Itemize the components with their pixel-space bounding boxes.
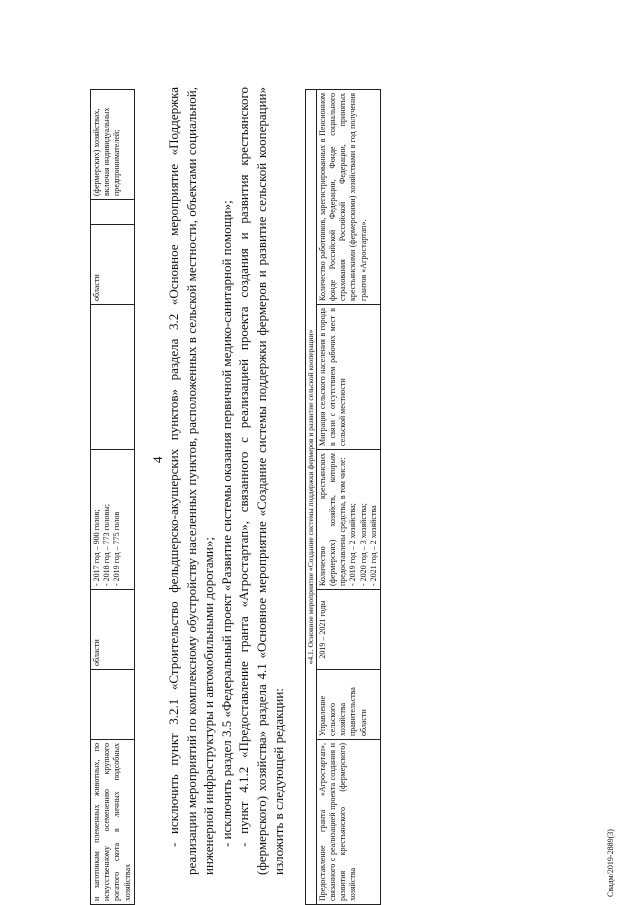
continued-measures-table [90,89,135,905]
period-cell: 2019 – 2021 годы [316,590,380,670]
measure-name-cell: Предоставление гранта «Агростартап», связанного с реализацией проекта создания и развития крестьянского (фермерского) хозяйства [316,740,380,905]
paragraph: - исключить пункт 3.2.1 «Строительство фельдшерско-акушерских пунктов» раздела 3.2 «Основное мероприятие «Поддержка реализации мероприятий по комплексному обустройству населенных пунктов, расположенных в сельской местности, объектами социальной, инженерной инфраструктуры и автомобильными дорогами»; [166,87,216,875]
document-code: Свадм/2019-2889(3) [606,829,615,897]
indicator-line: - 2019 год – 2 хозяйства; [348,503,358,586]
indicator-line: - 2021 год – 2 хозяйства [368,505,378,586]
new-edition-table [305,89,381,905]
page-number: 4 [150,456,165,463]
result-cell: (фермерских) хозяйствах, включая индивидуальных предпринимателей; [91,90,135,200]
indicator-line: - 2018 год – 773 головы; [102,504,112,586]
table-row [316,89,380,904]
indicator-line: - 2019 год – 775 голов [112,511,122,586]
indicator-intro: Количество крестьянских (фермерских) хозяйств, которым предоставлены средства, в том числе: [317,453,348,586]
indicator-cell [91,450,135,590]
problem-cell: Миграция сельского населения в города в связи с отсутствием рабочих мест в сельской местности [316,305,380,450]
executor-cell [91,670,135,740]
table-row [91,90,135,905]
section-header: «4.1. Основное мероприятие «Создание системы поддержки фермеров и развитие сельской кооперации» [306,89,317,904]
result-cell: Количество работников, зарегистрированных в Пенсионном фонде Российской Федерации, Фонде социального страхования Российской Федерации, принятых крестьянскими (фермерскими) хозяйствами в год получения грантов «Агростартап». [316,89,380,304]
indicator-line: - 2017 год – 900 голов; [92,509,101,586]
measure-name-cell: и заготовкам племенных животных, по искусственному осеменению крупного рогатого скота в личных подсобных хозяйствах [91,740,135,905]
problem-cell [91,305,135,450]
blank-cell [91,200,135,225]
paragraph: - пункт 4.1.2 «Предоставление гранта «Агростартап», связанного с реализацией проекта создания и развития крестьянского (фермерского) хозяйства» раздела 4.1 «Основное мероприятие «Создание системы поддержки фермеров и развитие сельской кооперации» изложить в следующей редакции: [236,87,286,875]
paragraph: - исключить раздел 3.5 «Федеральный проект «Развитие системы оказания первичной медико-санитарной помощи»; [218,200,234,847]
executor-cell: Управление сельского хозяйства правительства области [316,670,380,740]
indicator-line: - 2020 год – 3 хозяйства; [358,503,368,586]
region-cell: области [91,225,135,305]
indicator-cell [316,450,380,590]
section-header-row [306,89,317,904]
period-cell: области [91,590,135,670]
amendment-text [165,87,288,875]
